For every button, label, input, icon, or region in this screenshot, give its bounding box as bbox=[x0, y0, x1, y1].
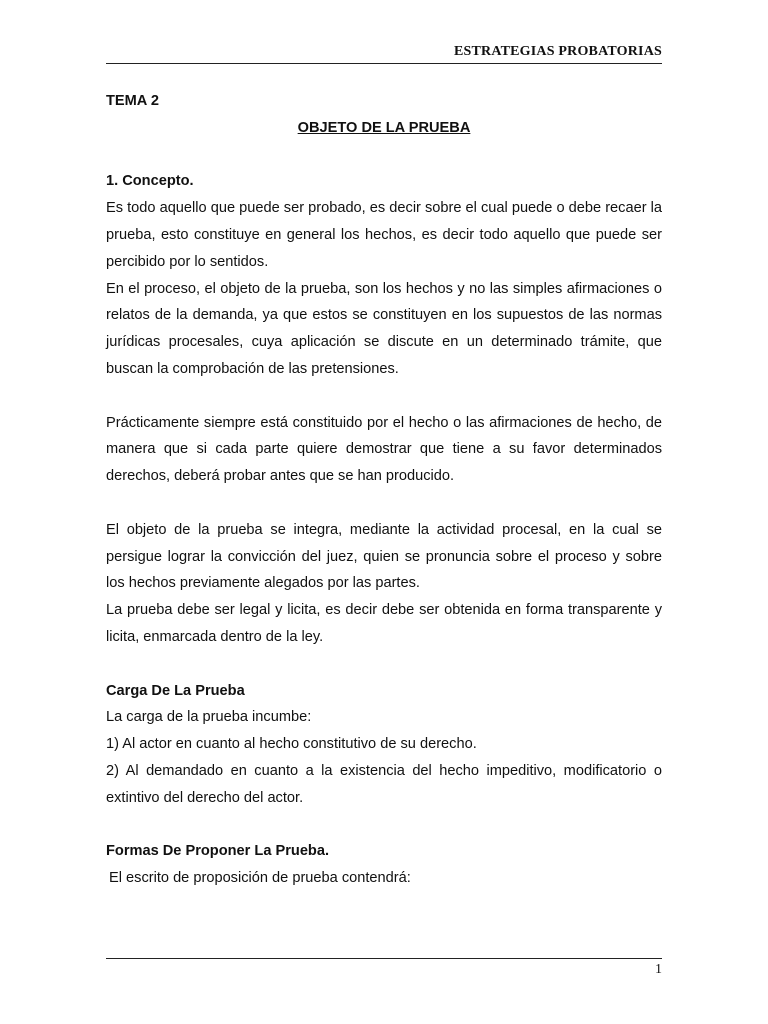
paragraph-proceso: En el proceso, el objeto de la prueba, son los hechos y no las simples afirmaciones o relatos de la demanda, ya que estos se constituyen en los supuestos de las normas jurídicas procesales, cuya aplicación se discute en un determinado trámite, que buscan la comprobación de las pretensiones. bbox=[106, 280, 662, 377]
paragraph-legal: La prueba debe ser legal y licita, es decir debe ser obtenida en forma transparente y licita, enmarcada dentro de la ley. bbox=[106, 602, 662, 645]
topic-label: TEMA 2 bbox=[106, 93, 159, 109]
section-heading-concepto: 1. Concepto. bbox=[106, 173, 194, 190]
spacer bbox=[106, 812, 662, 839]
paragraph-objeto: El objeto de la prueba se integra, mediante la actividad procesal, en la cual se persigue lograr la convicción del juez, quien se pronuncia sobre el proceso y sobre los hechos previamente alegados por las partes. bbox=[106, 521, 662, 592]
footer-divider bbox=[106, 958, 662, 959]
paragraph-formas-intro: El escrito de proposición de prueba contendrá: bbox=[109, 870, 411, 887]
spacer bbox=[106, 383, 662, 410]
document-body bbox=[106, 88, 662, 892]
page-number: 1 bbox=[655, 962, 662, 977]
paragraph-concept: Es todo aquello que puede ser probado, es decir sobre el cual puede o debe recaer la prueba, esto constituye en general los hechos, es decir todo aquello que puede ser percibido por lo sentidos. bbox=[106, 200, 662, 270]
spacer bbox=[106, 490, 662, 517]
spacer bbox=[106, 651, 662, 678]
paragraph-practicamente: Prácticamente siempre está constituido por el hecho o las afirmaciones de hecho, de manera que si cada parte quiere demostrar que tiene a su favor determinados derechos, deberá probar antes que se han producido. bbox=[106, 414, 662, 485]
paragraph-carga-intro: La carga de la prueba incumbe: bbox=[106, 709, 312, 726]
section-heading-formas: Formas De Proponer La Prueba. bbox=[106, 843, 330, 860]
list-item-demandado: 2) Al demandado en cuanto a la existencia del hecho impeditivo, modificatorio o extintivo del derecho del actor. bbox=[106, 762, 662, 806]
page-title: OBJETO DE LA PRUEBA bbox=[297, 119, 471, 136]
spacer bbox=[106, 142, 662, 169]
running-header: ESTRATEGIAS PROBATORIAS bbox=[453, 44, 662, 59]
section-heading-carga: Carga De La Prueba bbox=[106, 682, 245, 699]
list-item-actor: 1) Al actor en cuanto al hecho constitutivo de su derecho. bbox=[106, 736, 477, 753]
header-divider bbox=[106, 63, 662, 64]
